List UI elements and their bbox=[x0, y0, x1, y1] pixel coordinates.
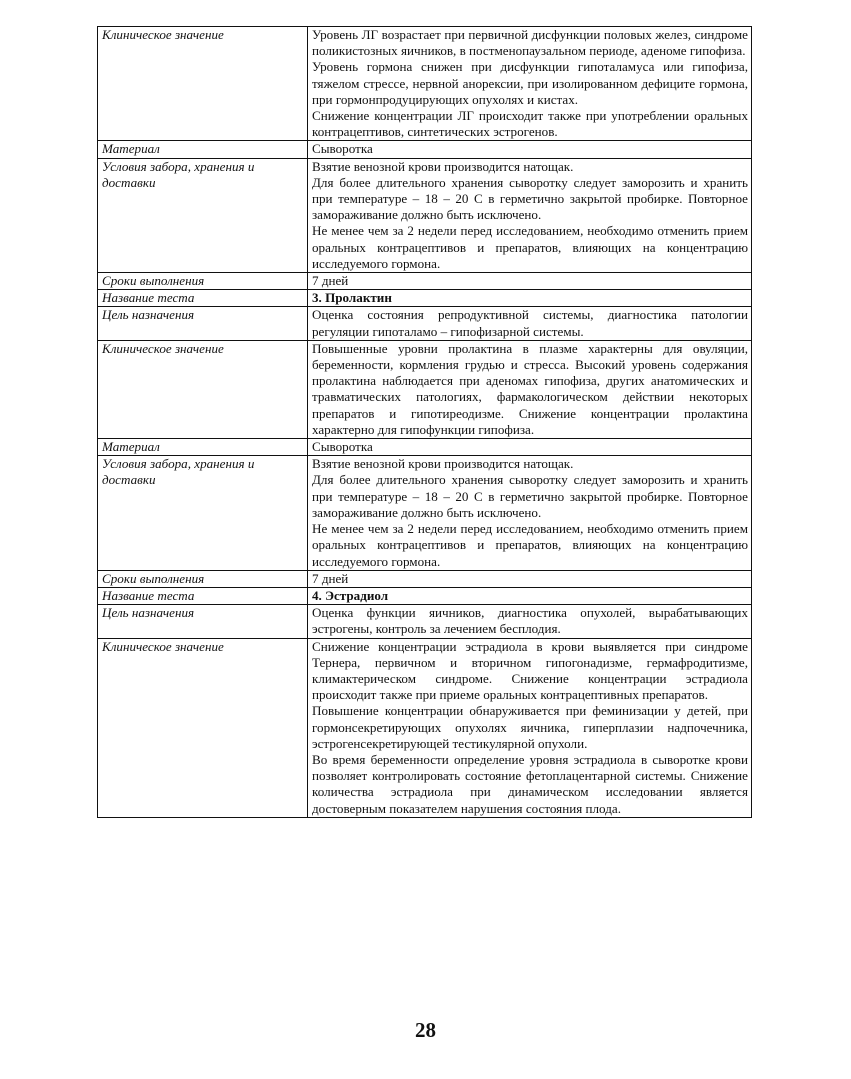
value-paragraph: Взятие венозной крови производится натощак. bbox=[312, 158, 574, 174]
row-label: Сроки выполнения bbox=[98, 273, 308, 290]
row-value bbox=[308, 638, 752, 817]
value-paragraph: Оценка состояния репродуктивной системы, диагностика патологии регуляции гипоталамо – гипофизарной системы. bbox=[312, 307, 748, 339]
value-paragraph: Сыворотка bbox=[312, 141, 373, 157]
value-paragraph: Во время беременности определение уровня эстрадиола в сыворотке крови позволяет контролировать состояние фетоплацентарной системы. Снижение количества эстрадиола при динамическом исследовании является достоверным показателем нарушения состояния плода. bbox=[312, 751, 748, 816]
row-value bbox=[308, 605, 752, 638]
row-value bbox=[308, 158, 752, 272]
value-paragraph: 7 дней bbox=[312, 273, 349, 289]
row-value bbox=[308, 27, 752, 141]
value-paragraph: 4. Эстрадиол bbox=[312, 587, 389, 603]
row-value bbox=[308, 141, 752, 158]
table-row bbox=[98, 456, 752, 570]
value-paragraph: 3. Пролактин bbox=[312, 290, 392, 306]
value-paragraph: Для более длительного хранения сыворотку следует заморозить и хранить при температуре – 18 – 20 С в герметично закрытой пробирке. Повторное замораживание должно быть исключено. bbox=[312, 174, 748, 223]
table-row bbox=[98, 340, 752, 438]
value-paragraph: Не менее чем за 2 недели перед исследованием, необходимо отменить прием оральных контрацептивов и препаратов, влияющих на концентрацию исследуемого гормона. bbox=[312, 521, 748, 569]
value-paragraph: Уровень гормона снижен при дисфункции гипоталамуса или гипофиза, тяжелом стрессе, нервной анорексии, при изолированном дефиците гормона, при гормонпродуцирующих опухолях и кистах. bbox=[312, 59, 748, 107]
value-paragraph: Оценка функции яичников, диагностика опухолей, вырабатывающих эстрогены, контроль за лечением бесплодия. bbox=[312, 605, 748, 637]
row-label: Материал bbox=[98, 439, 308, 456]
value-paragraph: 7 дней bbox=[312, 570, 349, 586]
row-value bbox=[308, 570, 752, 587]
value-paragraph: Уровень ЛГ возрастает при первичной дисфункции половых желез, синдроме поликистозных яичников, в постменопаузальном периоде, аденоме гипофиза. bbox=[312, 27, 748, 59]
table-row bbox=[98, 27, 752, 141]
row-value bbox=[308, 439, 752, 456]
page-number: 28 bbox=[415, 1018, 436, 1042]
row-value bbox=[308, 273, 752, 290]
table-row bbox=[98, 158, 752, 272]
row-label: Название теста bbox=[98, 587, 308, 604]
row-value bbox=[308, 307, 752, 340]
row-label: Клиническое значение bbox=[98, 638, 308, 817]
row-label: Клиническое значение bbox=[98, 340, 308, 438]
test-title bbox=[308, 587, 752, 604]
table-row bbox=[98, 638, 752, 817]
table-row bbox=[98, 273, 752, 290]
value-paragraph: Снижение концентрации эстрадиола в крови выявляется при синдроме Тернера, первичном и вторичном гипогонадизме, гермафродитизме, климактерическом синдроме. Снижение концентрации эстрадиола происходит также при приеме оральных контрацептивных препаратов. bbox=[312, 638, 748, 703]
table-row bbox=[98, 570, 752, 587]
row-label: Условия забора, хранения и доставки bbox=[98, 158, 308, 272]
value-paragraph: Снижение концентрации ЛГ происходит также при употреблении оральных контрацептивов, синтетических эстрогенов. bbox=[312, 108, 748, 140]
value-paragraph: Сыворотка bbox=[312, 439, 373, 455]
value-paragraph: Для более длительного хранения сыворотку следует заморозить и хранить при температуре – 18 – 20 С в герметично закрытой пробирке. Повторное замораживание должно быть исключено. bbox=[312, 472, 748, 520]
table-row bbox=[98, 290, 752, 307]
row-label: Цель назначения bbox=[98, 307, 308, 340]
table-row bbox=[98, 587, 752, 604]
table-body bbox=[98, 27, 752, 818]
row-label: Цель назначения bbox=[98, 605, 308, 638]
value-paragraph: Повышение концентрации обнаруживается при феминизации у детей, при гормонсекретирующих опухолях яичника, гиперплазии надпочечника, эстрогенсекретирующей тестикулярной опухоли. bbox=[312, 703, 748, 751]
row-label: Условия забора, хранения и доставки bbox=[98, 456, 308, 570]
row-label: Материал bbox=[98, 141, 308, 158]
row-label: Сроки выполнения bbox=[98, 570, 308, 587]
value-paragraph: Взятие венозной крови производится натощак. bbox=[312, 456, 574, 472]
value-paragraph: Не менее чем за 2 недели перед исследованием, необходимо отменить прием оральных контрацептивов и препаратов, влияющих на концентрацию исследуемого гормона. bbox=[312, 223, 748, 271]
table-row bbox=[98, 605, 752, 638]
row-label: Название теста bbox=[98, 290, 308, 307]
table-row bbox=[98, 141, 752, 158]
table-row bbox=[98, 439, 752, 456]
row-label: Клиническое значение bbox=[98, 27, 308, 141]
row-value bbox=[308, 456, 752, 570]
test-table bbox=[97, 26, 752, 818]
test-title bbox=[308, 290, 752, 307]
value-paragraph: Повышенные уровни пролактина в плазме характерны для овуляции, беременности, кормления грудью и стресса. Высокий уровень содержания пролактина наблюдается при аденомах гипофиза, других анатомических и травматических патологиях, фармакологическом действии некоторых препаратов и гипотиреодизме. Снижение концентрации пролактина характерно для гипофункции гипофиза. bbox=[312, 340, 748, 437]
row-value bbox=[308, 340, 752, 438]
table-row bbox=[98, 307, 752, 340]
